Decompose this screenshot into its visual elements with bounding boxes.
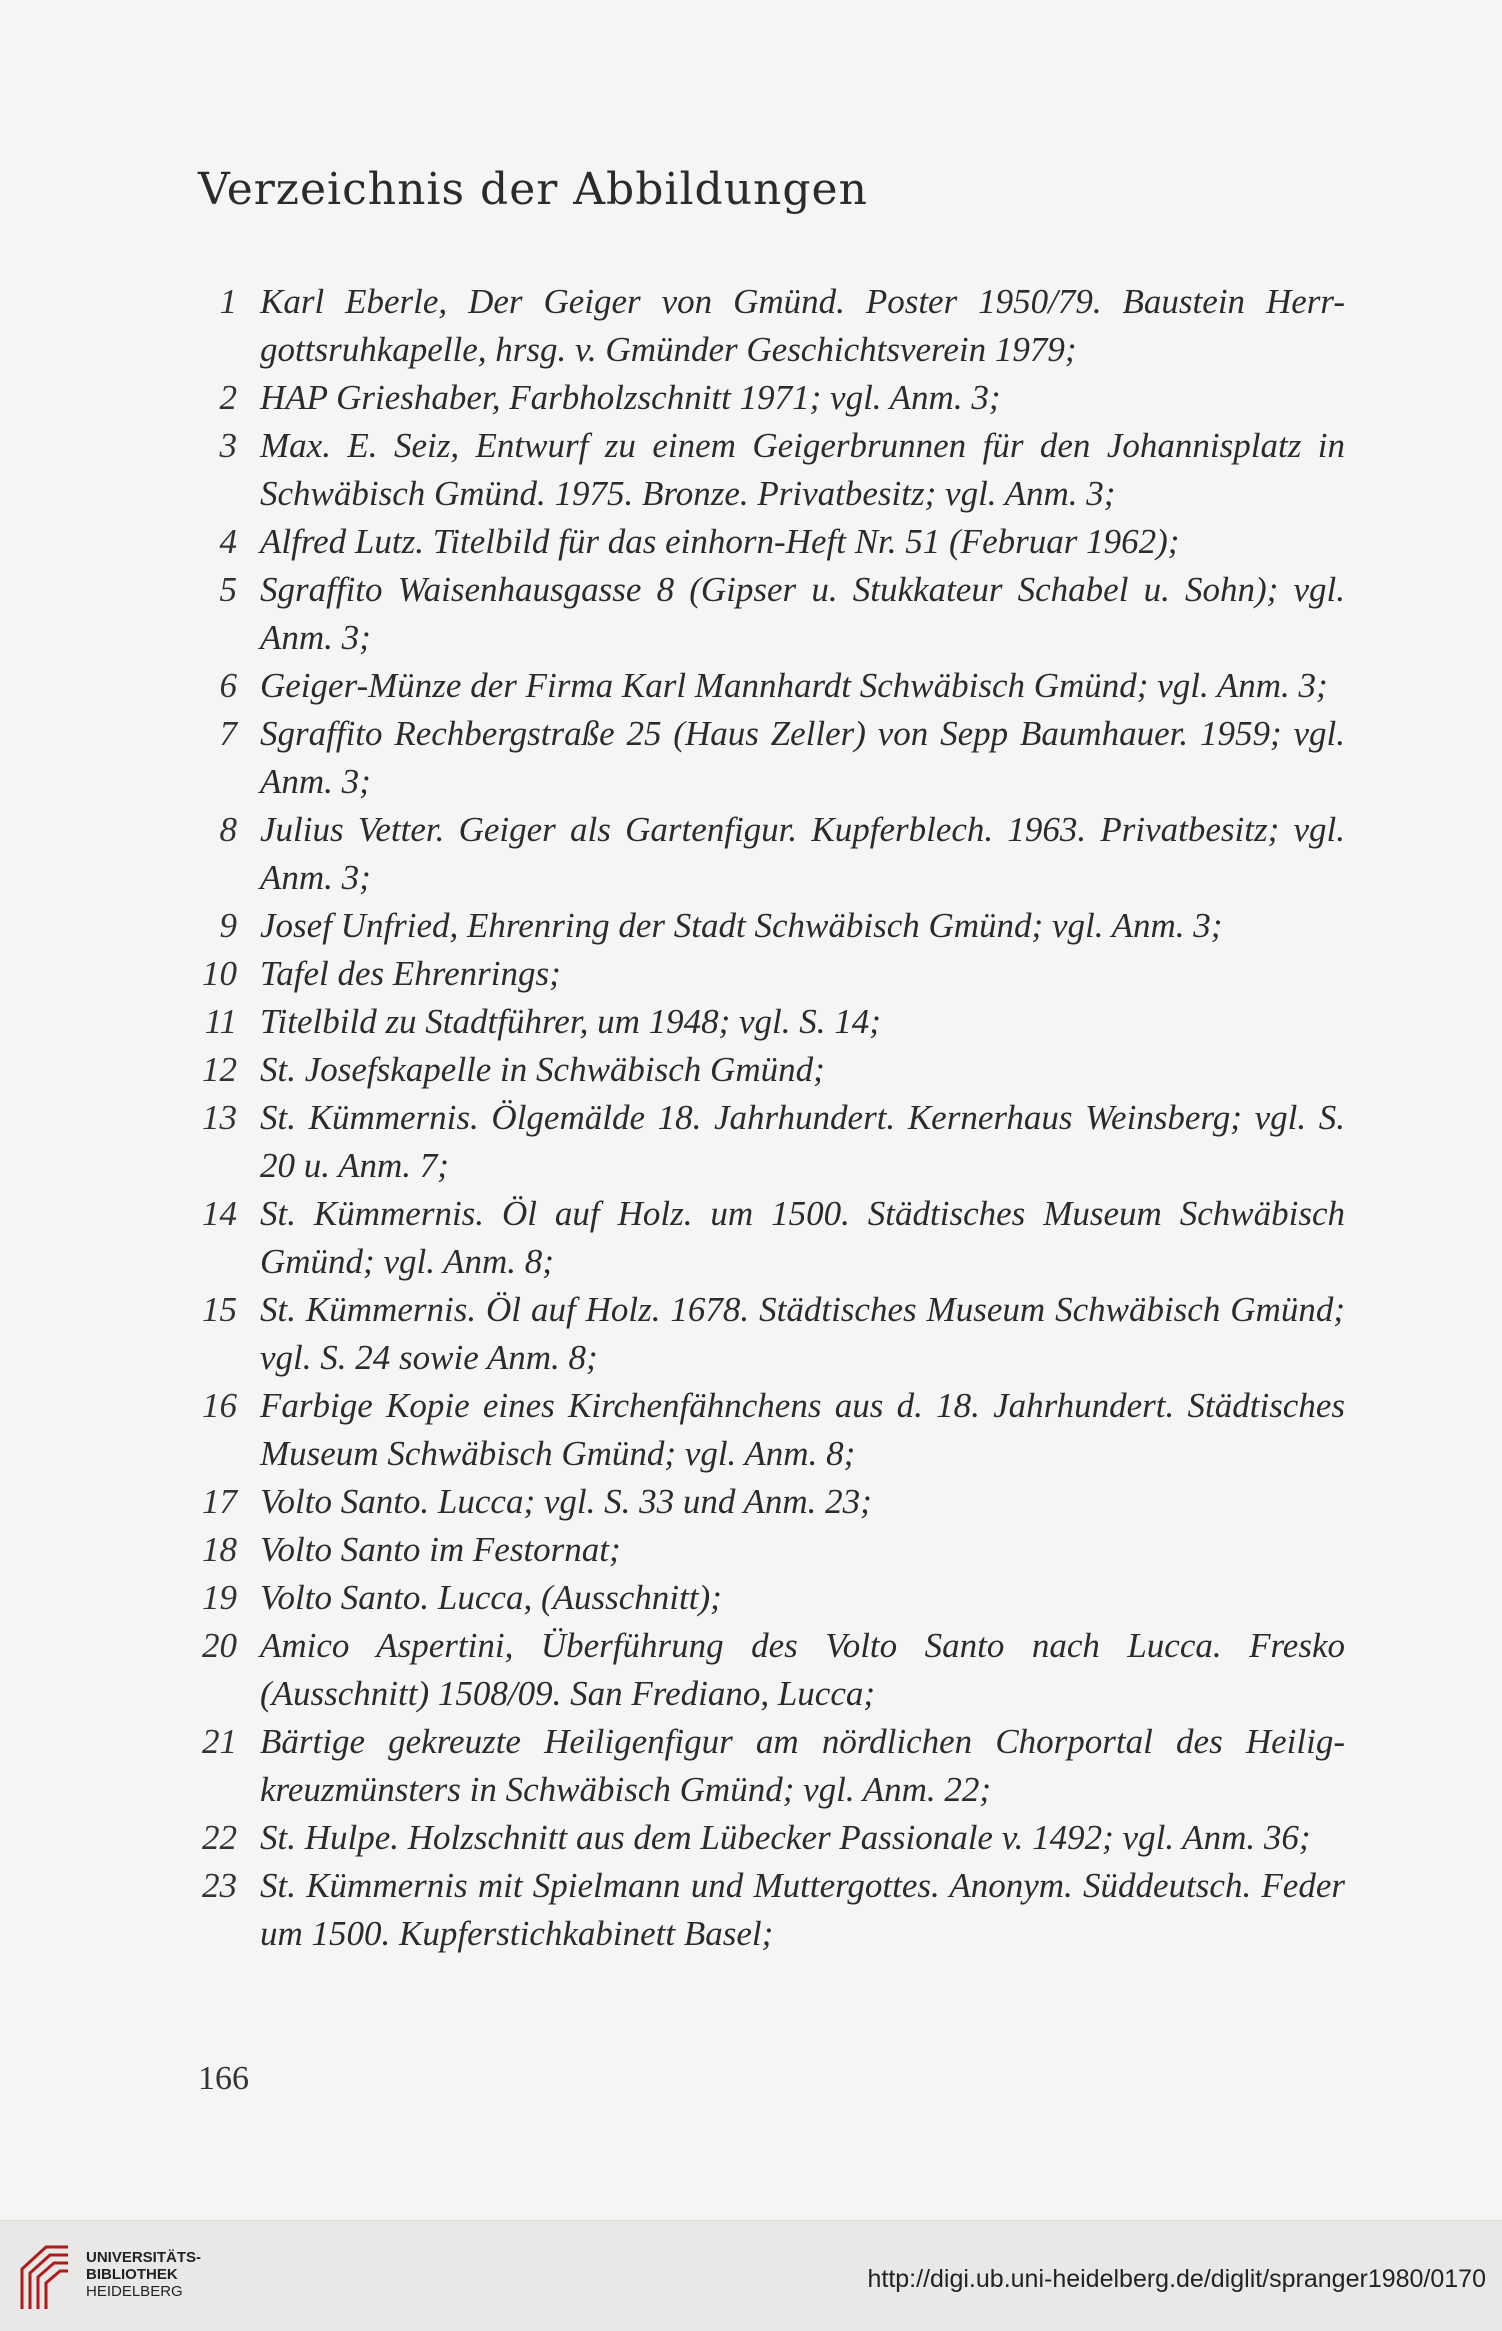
figure-number: 13 <box>202 1098 237 1137</box>
library-name <box>86 2249 201 2300</box>
figure-entry <box>0 1718 1502 1814</box>
figure-number: 5 <box>219 570 237 609</box>
figure-number: 20 <box>202 1626 237 1665</box>
figure-entry <box>0 1286 1502 1382</box>
figure-number: 17 <box>202 1482 237 1521</box>
figure-caption: St. Kümmernis. Öl auf Holz. um 1500. Städtisches Museum Schwäbisch Gmünd; vgl. Anm. 8; <box>260 1194 1345 1281</box>
figure-caption: Sgraffito Rechbergstraße 25 (Haus Zeller) von Sepp Baumhauer. 1959; vgl. Anm. 3; <box>260 714 1345 801</box>
figure-entry <box>0 998 1502 1046</box>
figure-entry <box>0 950 1502 998</box>
figure-caption: St. Kümmernis. Ölgemälde 18. Jahrhundert. Kernerhaus Weinsberg; vgl. S. 20 u. Anm. 7; <box>260 1098 1345 1185</box>
figure-caption: Sgraffito Waisenhausgasse 8 (Gipser u. Stukkateur Schabel u. Sohn); vgl. Anm. 3; <box>260 570 1345 657</box>
figure-number: 9 <box>219 906 237 945</box>
figure-number: 12 <box>202 1050 237 1089</box>
library-name-line1: UNIVERSITÄTS- <box>86 2249 202 2266</box>
figure-entry <box>0 1526 1502 1574</box>
figure-number: 15 <box>202 1290 237 1329</box>
page-number: 166 <box>198 2060 249 2097</box>
figure-number: 16 <box>202 1386 237 1425</box>
figure-caption: Titelbild zu Stadtführer, um 1948; vgl. S. 14; <box>260 1002 881 1041</box>
figure-caption: Karl Eberle, Der Geiger von Gmünd. Poster 1950/79. Baustein Herr-gottsruhkapelle, hrsg. v. Gmünder Geschichtsverein 1979; <box>260 282 1345 369</box>
figure-number: 4 <box>219 522 237 561</box>
figure-number: 1 <box>219 282 237 321</box>
figure-number: 2 <box>219 378 237 417</box>
figure-entry <box>0 1094 1502 1190</box>
figure-entry <box>0 1862 1502 1958</box>
figure-caption: Alfred Lutz. Titelbild für das einhorn-Heft Nr. 51 (Februar 1962); <box>260 522 1180 561</box>
figure-caption: St. Kümmernis. Öl auf Holz. 1678. Städtisches Museum Schwäbisch Gmünd; vgl. S. 24 sowie Anm. 8; <box>260 1290 1345 1377</box>
figure-number: 6 <box>219 666 237 705</box>
page-title: Verzeichnis der Abbildungen <box>198 164 868 215</box>
figure-caption: St. Hulpe. Holzschnitt aus dem Lübecker Passionale v. 1492; vgl. Anm. 36; <box>260 1818 1311 1857</box>
figure-number: 23 <box>202 1866 237 1905</box>
figure-number: 21 <box>202 1722 237 1761</box>
figure-entry <box>0 1190 1502 1286</box>
figure-entry <box>0 1814 1502 1862</box>
figure-entry <box>0 902 1502 950</box>
figure-caption: Volto Santo. Lucca; vgl. S. 33 und Anm. 23; <box>260 1482 872 1521</box>
figure-caption: Farbige Kopie eines Kirchenfähnchens aus d. 18. Jahrhundert. Städtisches Museum Schwäbisch Gmünd; vgl. Anm. 8; <box>260 1386 1345 1473</box>
figure-caption: HAP Grieshaber, Farbholzschnitt 1971; vgl. Anm. 3; <box>260 378 1001 417</box>
figure-number: 7 <box>219 714 237 753</box>
figure-number: 19 <box>202 1578 237 1617</box>
figure-caption: Julius Vetter. Geiger als Gartenfigur. Kupferblech. 1963. Privatbesitz; vgl. Anm. 3; <box>260 810 1345 897</box>
figure-caption: Volto Santo. Lucca, (Ausschnitt); <box>260 1578 722 1617</box>
figure-caption: Max. E. Seiz, Entwurf zu einem Geigerbrunnen für den Johannisplatz in Schwäbisch Gmünd. 1975. Bronze. Privatbesitz; vgl. Anm. 3; <box>260 426 1345 513</box>
figure-entry <box>0 1622 1502 1718</box>
figure-entry <box>0 710 1502 806</box>
figure-caption: Amico Aspertini, Überführung des Volto Santo nach Lucca. Fresko (Ausschnitt) 1508/09. San Frediano, Lucca; <box>260 1626 1345 1713</box>
figure-caption: St. Josefskapelle in Schwäbisch Gmünd; <box>260 1050 825 1089</box>
library-name-line3: HEIDELBERG <box>86 2283 183 2300</box>
figure-entry <box>0 1574 1502 1622</box>
figure-caption: Volto Santo im Festornat; <box>260 1530 621 1569</box>
figure-number: 22 <box>202 1818 237 1857</box>
figure-list <box>0 278 1502 1958</box>
figure-entry <box>0 518 1502 566</box>
footer-bar <box>0 2220 1502 2331</box>
figure-entry <box>0 1046 1502 1094</box>
figure-caption: St. Kümmernis mit Spielmann und Muttergottes. Anonym. Süddeutsch. Feder um 1500. Kupferstichkabinett Basel; <box>260 1866 1345 1953</box>
figure-caption: Bärtige gekreuzte Heiligenfigur am nördlichen Chorportal des Heilig-kreuzmünsters in Schwäbisch Gmünd; vgl. Anm. 22; <box>260 1722 1345 1809</box>
figure-caption: Josef Unfried, Ehrenring der Stadt Schwäbisch Gmünd; vgl. Anm. 3; <box>260 906 1223 945</box>
figure-entry <box>0 1478 1502 1526</box>
figure-number: 3 <box>219 426 237 465</box>
figure-number: 8 <box>219 810 237 849</box>
figure-number: 10 <box>202 954 237 993</box>
source-url-link[interactable]: http://digi.ub.uni-heidelberg.de/diglit/spranger1980/0170 <box>867 2265 1486 2293</box>
figure-caption: Geiger-Münze der Firma Karl Mannhardt Schwäbisch Gmünd; vgl. Anm. 3; <box>260 666 1328 705</box>
figure-number: 11 <box>204 1002 237 1041</box>
figure-number: 14 <box>202 1194 237 1233</box>
figure-entry <box>0 422 1502 518</box>
library-name-line2: BIBLIOTHEK <box>86 2266 178 2283</box>
figure-entry <box>0 566 1502 662</box>
library-logo-icon <box>16 2239 74 2313</box>
figure-entry <box>0 374 1502 422</box>
figure-entry <box>0 278 1502 374</box>
figure-entry <box>0 1382 1502 1478</box>
figure-number: 18 <box>202 1530 237 1569</box>
figure-caption: Tafel des Ehrenrings; <box>260 954 561 993</box>
figure-entry <box>0 806 1502 902</box>
figure-entry <box>0 662 1502 710</box>
